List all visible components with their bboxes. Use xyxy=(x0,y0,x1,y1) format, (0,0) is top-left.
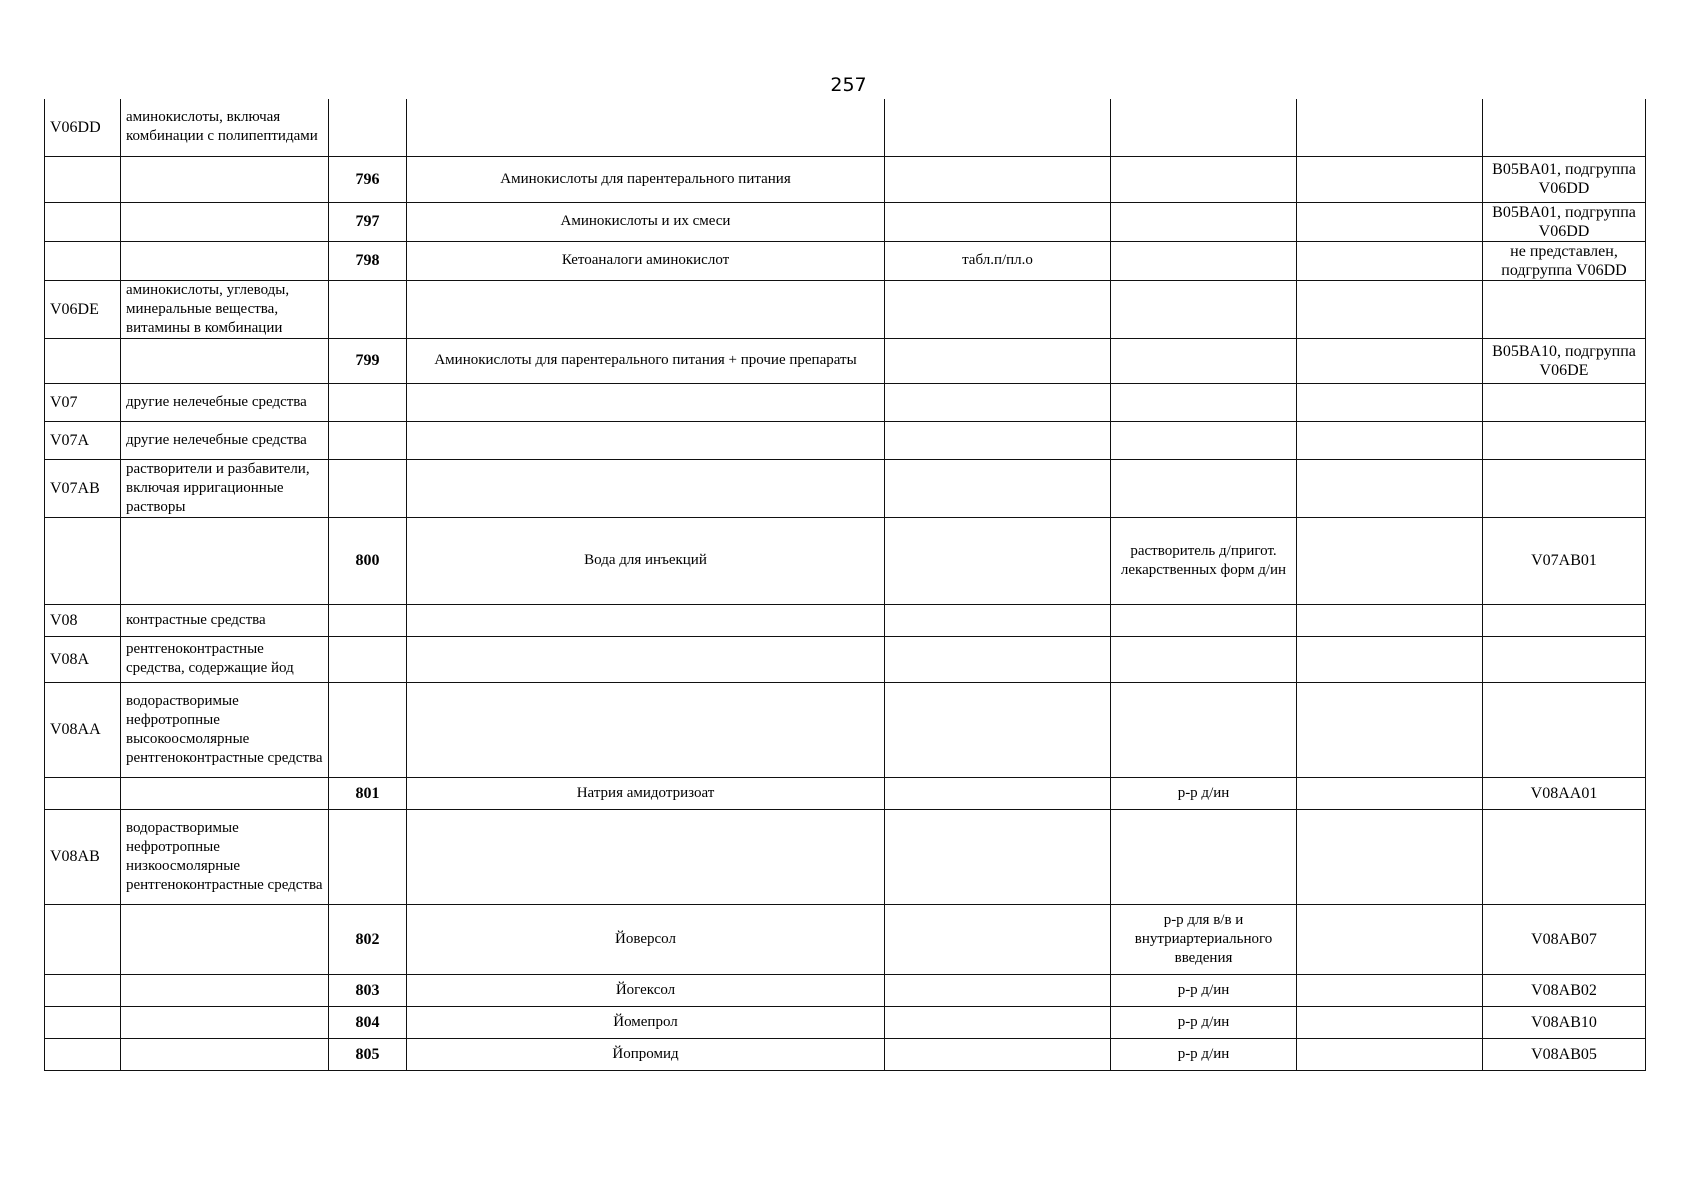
extra-cell xyxy=(1297,636,1483,682)
drug-table xyxy=(44,99,1646,1071)
number-cell xyxy=(329,99,407,156)
table-row xyxy=(45,682,1646,777)
form-cell-a xyxy=(885,682,1111,777)
form-cell-a xyxy=(885,636,1111,682)
form-cell-b xyxy=(1111,459,1297,517)
name-cell xyxy=(407,809,885,904)
name-cell: Натрия амидотризоат xyxy=(407,777,885,809)
atc-cell: V08AB02 xyxy=(1483,974,1646,1006)
table-row xyxy=(45,1038,1646,1070)
form-cell-b: р-р д/ин xyxy=(1111,974,1297,1006)
name-cell xyxy=(407,604,885,636)
group-cell: растворители и разбавители, включая ирригационные растворы xyxy=(121,459,329,517)
group-cell xyxy=(121,338,329,383)
atc-cell xyxy=(1483,682,1646,777)
extra-cell xyxy=(1297,202,1483,241)
form-cell-b xyxy=(1111,421,1297,459)
group-cell xyxy=(121,517,329,604)
form-cell-a xyxy=(885,974,1111,1006)
group-cell xyxy=(121,904,329,974)
form-cell-b: р-р д/ин xyxy=(1111,777,1297,809)
code-cell xyxy=(45,1038,121,1070)
number-cell xyxy=(329,280,407,338)
name-cell: Аминокислоты для парентерального питания + прочие препараты xyxy=(407,338,885,383)
code-cell: V08A xyxy=(45,636,121,682)
name-cell xyxy=(407,383,885,421)
table-row xyxy=(45,974,1646,1006)
name-cell xyxy=(407,99,885,156)
table-row xyxy=(45,338,1646,383)
extra-cell xyxy=(1297,1006,1483,1038)
number-cell: 796 xyxy=(329,156,407,202)
name-cell: Аминокислоты для парентерального питания xyxy=(407,156,885,202)
extra-cell xyxy=(1297,99,1483,156)
group-cell: аминокислоты, включая комбинации с полипептидами xyxy=(121,99,329,156)
extra-cell xyxy=(1297,338,1483,383)
table-row xyxy=(45,421,1646,459)
form-cell-b xyxy=(1111,636,1297,682)
number-cell xyxy=(329,383,407,421)
form-cell-a xyxy=(885,517,1111,604)
form-cell-a xyxy=(885,809,1111,904)
number-cell: 805 xyxy=(329,1038,407,1070)
page-number: 257 xyxy=(830,74,867,96)
form-cell-b xyxy=(1111,604,1297,636)
atc-cell: B05BA01, подгруппа V06DD xyxy=(1483,156,1646,202)
code-cell: V08AB xyxy=(45,809,121,904)
form-cell-a xyxy=(885,459,1111,517)
atc-cell: V07AB01 xyxy=(1483,517,1646,604)
extra-cell xyxy=(1297,777,1483,809)
number-cell xyxy=(329,421,407,459)
table-row xyxy=(45,383,1646,421)
table-row xyxy=(45,809,1646,904)
extra-cell xyxy=(1297,156,1483,202)
group-cell: другие нелечебные средства xyxy=(121,383,329,421)
name-cell: Кетоаналоги аминокислот xyxy=(407,241,885,280)
table-row xyxy=(45,459,1646,517)
code-cell: V07A xyxy=(45,421,121,459)
name-cell: Йогексол xyxy=(407,974,885,1006)
atc-cell: B05BA10, подгруппа V06DE xyxy=(1483,338,1646,383)
group-cell: водорастворимые нефротропные высокоосмолярные рентгеноконтрастные средства xyxy=(121,682,329,777)
form-cell-b xyxy=(1111,99,1297,156)
number-cell: 801 xyxy=(329,777,407,809)
code-cell: V08AA xyxy=(45,682,121,777)
extra-cell xyxy=(1297,1038,1483,1070)
form-cell-a xyxy=(885,421,1111,459)
atc-cell xyxy=(1483,604,1646,636)
atc-cell: V08AA01 xyxy=(1483,777,1646,809)
form-cell-b xyxy=(1111,383,1297,421)
group-cell xyxy=(121,156,329,202)
form-cell-a xyxy=(885,777,1111,809)
table-row xyxy=(45,604,1646,636)
group-cell xyxy=(121,202,329,241)
extra-cell xyxy=(1297,682,1483,777)
table-row xyxy=(45,156,1646,202)
number-cell: 799 xyxy=(329,338,407,383)
form-cell-a xyxy=(885,904,1111,974)
code-cell xyxy=(45,338,121,383)
code-cell xyxy=(45,777,121,809)
name-cell: Аминокислоты и их смеси xyxy=(407,202,885,241)
number-cell: 803 xyxy=(329,974,407,1006)
form-cell-b: р-р д/ин xyxy=(1111,1038,1297,1070)
number-cell: 802 xyxy=(329,904,407,974)
code-cell xyxy=(45,974,121,1006)
number-cell: 800 xyxy=(329,517,407,604)
table-row xyxy=(45,1006,1646,1038)
number-cell xyxy=(329,636,407,682)
form-cell-b xyxy=(1111,338,1297,383)
form-cell-b xyxy=(1111,682,1297,777)
table-row xyxy=(45,636,1646,682)
atc-cell xyxy=(1483,421,1646,459)
extra-cell xyxy=(1297,604,1483,636)
group-cell: контрастные средства xyxy=(121,604,329,636)
atc-cell: не представлен, подгруппа V06DD xyxy=(1483,241,1646,280)
name-cell xyxy=(407,421,885,459)
name-cell xyxy=(407,459,885,517)
form-cell-b xyxy=(1111,241,1297,280)
extra-cell xyxy=(1297,421,1483,459)
extra-cell xyxy=(1297,974,1483,1006)
number-cell: 797 xyxy=(329,202,407,241)
name-cell xyxy=(407,280,885,338)
extra-cell xyxy=(1297,809,1483,904)
number-cell xyxy=(329,809,407,904)
table-row xyxy=(45,202,1646,241)
atc-cell: V08AB10 xyxy=(1483,1006,1646,1038)
extra-cell xyxy=(1297,241,1483,280)
form-cell-a xyxy=(885,604,1111,636)
group-cell xyxy=(121,1006,329,1038)
extra-cell xyxy=(1297,904,1483,974)
form-cell-a xyxy=(885,1006,1111,1038)
atc-cell xyxy=(1483,99,1646,156)
code-cell: V07AB xyxy=(45,459,121,517)
form-cell-b: р-р д/ин xyxy=(1111,1006,1297,1038)
atc-cell xyxy=(1483,459,1646,517)
table-row xyxy=(45,904,1646,974)
code-cell: V06DE xyxy=(45,280,121,338)
atc-cell: V08AB07 xyxy=(1483,904,1646,974)
form-cell-a xyxy=(885,383,1111,421)
group-cell xyxy=(121,777,329,809)
code-cell xyxy=(45,156,121,202)
form-cell-a xyxy=(885,156,1111,202)
table-row xyxy=(45,517,1646,604)
form-cell-a: табл.п/пл.о xyxy=(885,241,1111,280)
form-cell-b: р-р для в/в и внутриартериального введения xyxy=(1111,904,1297,974)
form-cell-a xyxy=(885,99,1111,156)
group-cell xyxy=(121,1038,329,1070)
form-cell-b xyxy=(1111,280,1297,338)
table-row xyxy=(45,280,1646,338)
number-cell: 798 xyxy=(329,241,407,280)
name-cell: Йомепрол xyxy=(407,1006,885,1038)
number-cell xyxy=(329,682,407,777)
atc-cell xyxy=(1483,383,1646,421)
code-cell: V06DD xyxy=(45,99,121,156)
extra-cell xyxy=(1297,383,1483,421)
number-cell xyxy=(329,459,407,517)
group-cell xyxy=(121,974,329,1006)
extra-cell xyxy=(1297,280,1483,338)
code-cell xyxy=(45,241,121,280)
atc-cell: V08AB05 xyxy=(1483,1038,1646,1070)
form-cell-a xyxy=(885,338,1111,383)
atc-cell xyxy=(1483,809,1646,904)
atc-cell xyxy=(1483,280,1646,338)
code-cell xyxy=(45,1006,121,1038)
code-cell xyxy=(45,517,121,604)
table-row xyxy=(45,241,1646,280)
form-cell-a xyxy=(885,202,1111,241)
form-cell-b xyxy=(1111,202,1297,241)
name-cell xyxy=(407,636,885,682)
form-cell-b: растворитель д/пригот. лекарственных форм д/ин xyxy=(1111,517,1297,604)
number-cell: 804 xyxy=(329,1006,407,1038)
name-cell: Йоверсол xyxy=(407,904,885,974)
name-cell: Йопромид xyxy=(407,1038,885,1070)
code-cell: V07 xyxy=(45,383,121,421)
group-cell: водорастворимые нефротропные низкоосмолярные рентгеноконтрастные средства xyxy=(121,809,329,904)
form-cell-b xyxy=(1111,156,1297,202)
table-row xyxy=(45,99,1646,156)
group-cell: аминокислоты, углеводы, минеральные вещества, витамины в комбинации xyxy=(121,280,329,338)
group-cell: другие нелечебные средства xyxy=(121,421,329,459)
group-cell xyxy=(121,241,329,280)
code-cell xyxy=(45,904,121,974)
extra-cell xyxy=(1297,517,1483,604)
code-cell xyxy=(45,202,121,241)
number-cell xyxy=(329,604,407,636)
name-cell: Вода для инъекций xyxy=(407,517,885,604)
atc-cell xyxy=(1483,636,1646,682)
table-row xyxy=(45,777,1646,809)
code-cell: V08 xyxy=(45,604,121,636)
extra-cell xyxy=(1297,459,1483,517)
group-cell: рентгеноконтрастные средства, содержащие йод xyxy=(121,636,329,682)
form-cell-b xyxy=(1111,809,1297,904)
atc-cell: B05BA01, подгруппа V06DD xyxy=(1483,202,1646,241)
form-cell-a xyxy=(885,280,1111,338)
form-cell-a xyxy=(885,1038,1111,1070)
name-cell xyxy=(407,682,885,777)
